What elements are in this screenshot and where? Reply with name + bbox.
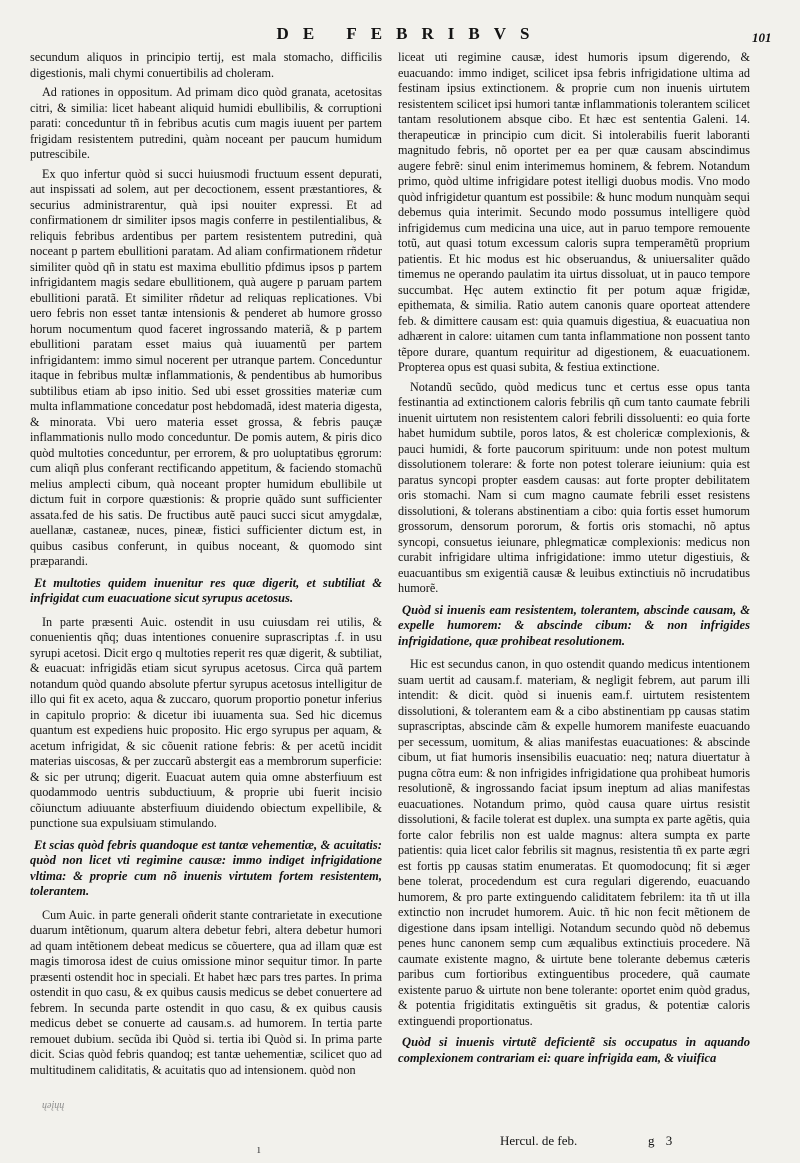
lemma: Quòd si inuenis virtutẽ deficientẽ sis occupatus in aquando complexionem contrariam ei: quare infrigida eam, & viuifica: [398, 1035, 750, 1065]
paragraph: liceat uti regimine causæ, idest humoris ipsum digerendo, & euacuando: immo indiget, scilicet ipsa febris infrigidatione ultima ad festinam ipsius extinctionem. & proprie cum non inuenis uirtutem resistentem scilicet ipsi humori tantæ inflammationis tolerantem scilicet tantam resolutionem absque cibo. Et hæc est sententia Galeni. 14. therapeuticæ in principio cum dicit. Si intolerabilis fuerit laboranti magnitudo febris, nõ oportet per ea per quæ causam abscindimus augere febrẽ: sinul enim interimemus hominem, & febrem. Notandum primo, quòd ultime infrigidare potest itelligi duobus modis. Vno modo quòd infrigidetur quantum est possibile: & hunc modum nunquàm sequi debemus quia interimit. Secundo modo possumus intelligere quòd infrigidemus cum medicina una uice, aut in paruo tempore remouente totũ, aut quasi totum excessum caloris supra temperamẽtũ proprium patientis. Et hic modus est hic obseruandus, & uniuersaliter quãdo timemus ne operando paulatim ita uirtus dissoluat, ut in pauco tempore succumbat. Hęc autem extinctio fit per potum aquæ frigidæ, epithemata, & similia. Ratio autem canonis quare oporteat attendere feb. & dimittere causam est: quia quamuis digestiua, & euacuatiua non adhærent in calore: uitamen cum tanta inflammatione non possent tanto tẽpore durare, quantum requiritur ad digestionem, & euacuationem. Propterea opus est quasi subita, & festiua extinctione.: [398, 50, 750, 374]
margin-mark: ı: [257, 1141, 261, 1156]
lemma: Quòd si inuenis eam resistentem, tolerantem, abscinde causam, & expelle humorem: & abscinde cibum: & non infrigides infrigidatione, quæ prohibeat resolutionem.: [398, 602, 750, 648]
right-column: [398, 50, 750, 1074]
paragraph: Cum Auic. in parte generali oñderit stante contrarietate in executione duarum intẽtionum, quarum altera debetur febri, altera debetur humori ad quam intẽtionem debeat medicus se cõuertere, qua ad illam quæ est magis timorosa idest de cuius omissione minor sequitur timor. In parte præsenti ostendit hoc in speciali. Et habet hæc pars tres partes. In prima ostendit in quo casu, & ex quibus causis medicus se debet conuertere ad febrem. In secunda parte ostendit in quo casu, & ex quibus causis medicus debet se conuerte ad causam.s. ad humorem. In tertia parte remouet dubium. secũda ibi Quòd si. tertia ibi Quòd si. In prima parte dicit. Scias quòd febris quandoq; est tantæ uehementiæ, scilicet quo ad multitudinem caliditatis, & acuitatis quo ad intensionem. quòd non: [30, 907, 382, 1077]
left-column: [30, 50, 382, 1082]
paragraph: Notandũ secũdo, quòd medicus tunc et certus esse opus tanta festinantia ad extinctionem caloris febrilis qñ cum tanto caumate febrili inuenit uirtutem non resistentem calori febrili dissoluenti: eo quia forte habet humidum subtile, poros latos, & est cholericæ complexionis, & pauci humidi, & forte paucorum spirituum: unde non potest multum dissolutionem tolerare: & forte non potest tolerare ieiunium: quia est paratus syncopi propter easdem causas: aut forte propter debilitatem oris stomachi. Nam si cum magno caumate febrili esset resistens dissolutioni, & tolerans abstinentiam a cibo: quia fortis esset humorum grossorum, densorum pororum, & fortis oris stomachi, nõ aptus syncopi, consuetus ieiunare, phlegmaticæ complexionis: medicus non curabit infrigidare ultima infrigidatione: immo utetur digestiuis, & euacuantibus sm exigentiã causæ & leuibus extinctiuis nõ incrudatibus humorẽ.: [398, 379, 750, 595]
paragraph: In parte præsenti Auic. ostendit in usu cuiusdam rei utilis, & conuenientis qñq; duas intentiones conuenire suprascriptas .f. in usu syrupi acetosi. Dicit ergo q multoties reperit res quæ digerit, & subtiliat, & euacuat: infrigidãs etiam sicut syrupus acetosus. Circa quã partem notandum quòd quando absolute pfertur syrupus acetosus intelligitur de illo qui fit ex aceto, aqua & zuccaro, quorum proportio ponetur inferius in capitulo proprio: & dicetur ibi iuuamenta sua. Sed hic dicemus quantum est expediens huic proposito. Hic ergo syrupus per aquam, & acetum infrigidat, & sic cõuenit ratione febris: & per acetũ incidit materias uiscosas, & per zuccarũ abstergit eas a membrorum superficie: & sic per utrunq; digerit. Euacuat autem quia omne absterfiuum est quodammodo uentris subductiuum, & proprie ubi fuerit incisio cõiunctum adiuuante absterfiuum diuidendo obiectum expellibile, & punctione sua expulsiuam stimulando.: [30, 614, 382, 830]
paragraph: Ad rationes in oppositum. Ad primam dico quòd granata, acetositas citri, & similia: licet habeant aliquid humidi ebullibilis, & corruptioni parati: conceduntur tñ in febribus acutis cum magis iuuent per partem frigidam resistentem putredini, quàm noceant per paucum humidum putrescibile.: [30, 85, 382, 161]
signature-mark: g 3: [648, 1133, 677, 1148]
running-head: DE FEBRIBVS: [276, 24, 544, 43]
lemma: Et multoties quidem inuenitur res quæ digerit, et subtiliat & infrigidat cum euacuatione sicut syrupus acetosus.: [30, 575, 382, 605]
lemma: Et scias quòd febris quandoque est tantæ vehementiæ, & acuitatis: quòd non licet vti regimine causæ: immo indiget infrigidatione vltima: & proprie cum nõ inuenis virtutem fortem resistentem, tolerantem.: [30, 837, 382, 898]
paragraph: secundum aliquos in principio tertij, est mala stomacho, difficilis digestionis, mali chymi conuertibilis ad choleram.: [30, 50, 382, 80]
folio-number: 101: [752, 30, 772, 45]
paragraph: Ex quo infertur quòd si succi huiusmodi fructuum essent depurati, aut inspissati ad solem, aut per decoctionem, essent præstantiores, & securius administrarentur, quà ipsi nouiter expressi. Et ad confirmationem dr similiter ipsos magis conferre in pestilentialibus, & reliquis febribus ardentibus per partem resistentem putredini, quà noceant p partem ebullitioni paratam. Ad aliam confirmationem rñdetur similiter quòd qñ in statu est maxima ebullitio pfdimus ipsos p partem infrigidantem magis sedare ebullitionem, quà augere p paruam partem ebullitioni paratã. Et similiter rñdetur ad reliquas replicationes. Vbi uero febris non esset tantæ intensionis & penderet ab humore grosso horum nocumentum quod faceret ingrossando materiã, & p partem ebullitioni paratam esset maius quà iuuamentũ per partem infrigidantem: immo simul nocerent per utranque partem. Conceduntur itaque in febribus multæ inflammationis, & pendentibus ab humoribus subtilibus etiam ab ipso initio. Sed ubi esset grossities materiæ cum multa inflammatione concedatur post hebdomadã, idest materia digesta, & minorata. Vbi uero materia esset grossa, & febris pauçæ inflammationis nullo modo conceduntur. De pomis autem, & piris dico quòd multoties conceduntur, per errorem, & pro uoluptatibus ęgrorum: cum aliqñ plus conferant rectificando appetitum, & faciendo stomachũ melius amplecti cibum, quà noceant propter humidum ebullibile ut dictum fuit in corpore quæstionis: & proprie quãdo sunt sufficienter assata.fed de his satis. De fructibus autẽ pauci succi sicut amygdalæ, auellanæ, castaneæ, nuces, pineæ, fistici sufficienter dictum est, in quibus casibus conferunt, in quibus noceant, & quomodo sint præparandi.: [30, 166, 382, 568]
footer-catchword-title: Hercul. de feb.: [500, 1133, 578, 1148]
paragraph: Hic est secundus canon, in quo ostendit quando medicus intentionem suam uertit ad causam.f. materiam, & negligit febrem, aut parum illi intendit: & dicit. quòd si inuenis eam.f. uirtutem resistentem dissolutioni, & tolerantem eam & a cibo abstinentiam pp causas statim suprascriptas, abscinde cãm & expelle humorem manifeste euacuando per secessum, uomitum, & alias manifestas euacuationes: & abscinde cibum, ut fiat humoris insensibilis euacuatio: neq; natura diuertatur à pugna cõtra eum: & non infrigides infrigidatione qua prohibeat humoris resolutionẽ, & ingrossando faciat ipsum ineptum ad alias manifestas euacuationes. Notandum primo, quòd causa quare uirtus resistit dissolutioni, & facile tolerat est duplex. una sumpta ex parte agẽtis, quia forte calor febrilis non est ualde magnus: altera sumpta ex parte patientis: quia licet calor febrilis sit magnus, resistentia tñ ex parte ægri est fortis pp causas statim enumeratas. Et quomodocunq; fit si æger bene tolerat, procedendum est cura regulari digerendo, euacuando humorem, & pro parte extinguendo caliditatem febrilem: ita tñ ut illa extinctio non incrudet humorem. Auic. tñ hic non fecit mẽtionem de digestione dans ipsam intelligi. Notandum secundo quòd nõ debemus penes hunc canonem semp cum æqualibus extinctiuis procedere. Nã caumate existente magno, & uirtute bene tolerante debemus cæteris paribus cum fortioribus extinguentibus procedere, quã caumate existente paruo & uirtute non bene tolerante: oportet enim quòd gradus, & potentia frigiditatis extinguẽtis sit gradus, & potentiæ caloris extinguendi proportionatus.: [398, 657, 750, 1028]
bleed-through-text: ųǝįųų: [42, 1100, 65, 1111]
